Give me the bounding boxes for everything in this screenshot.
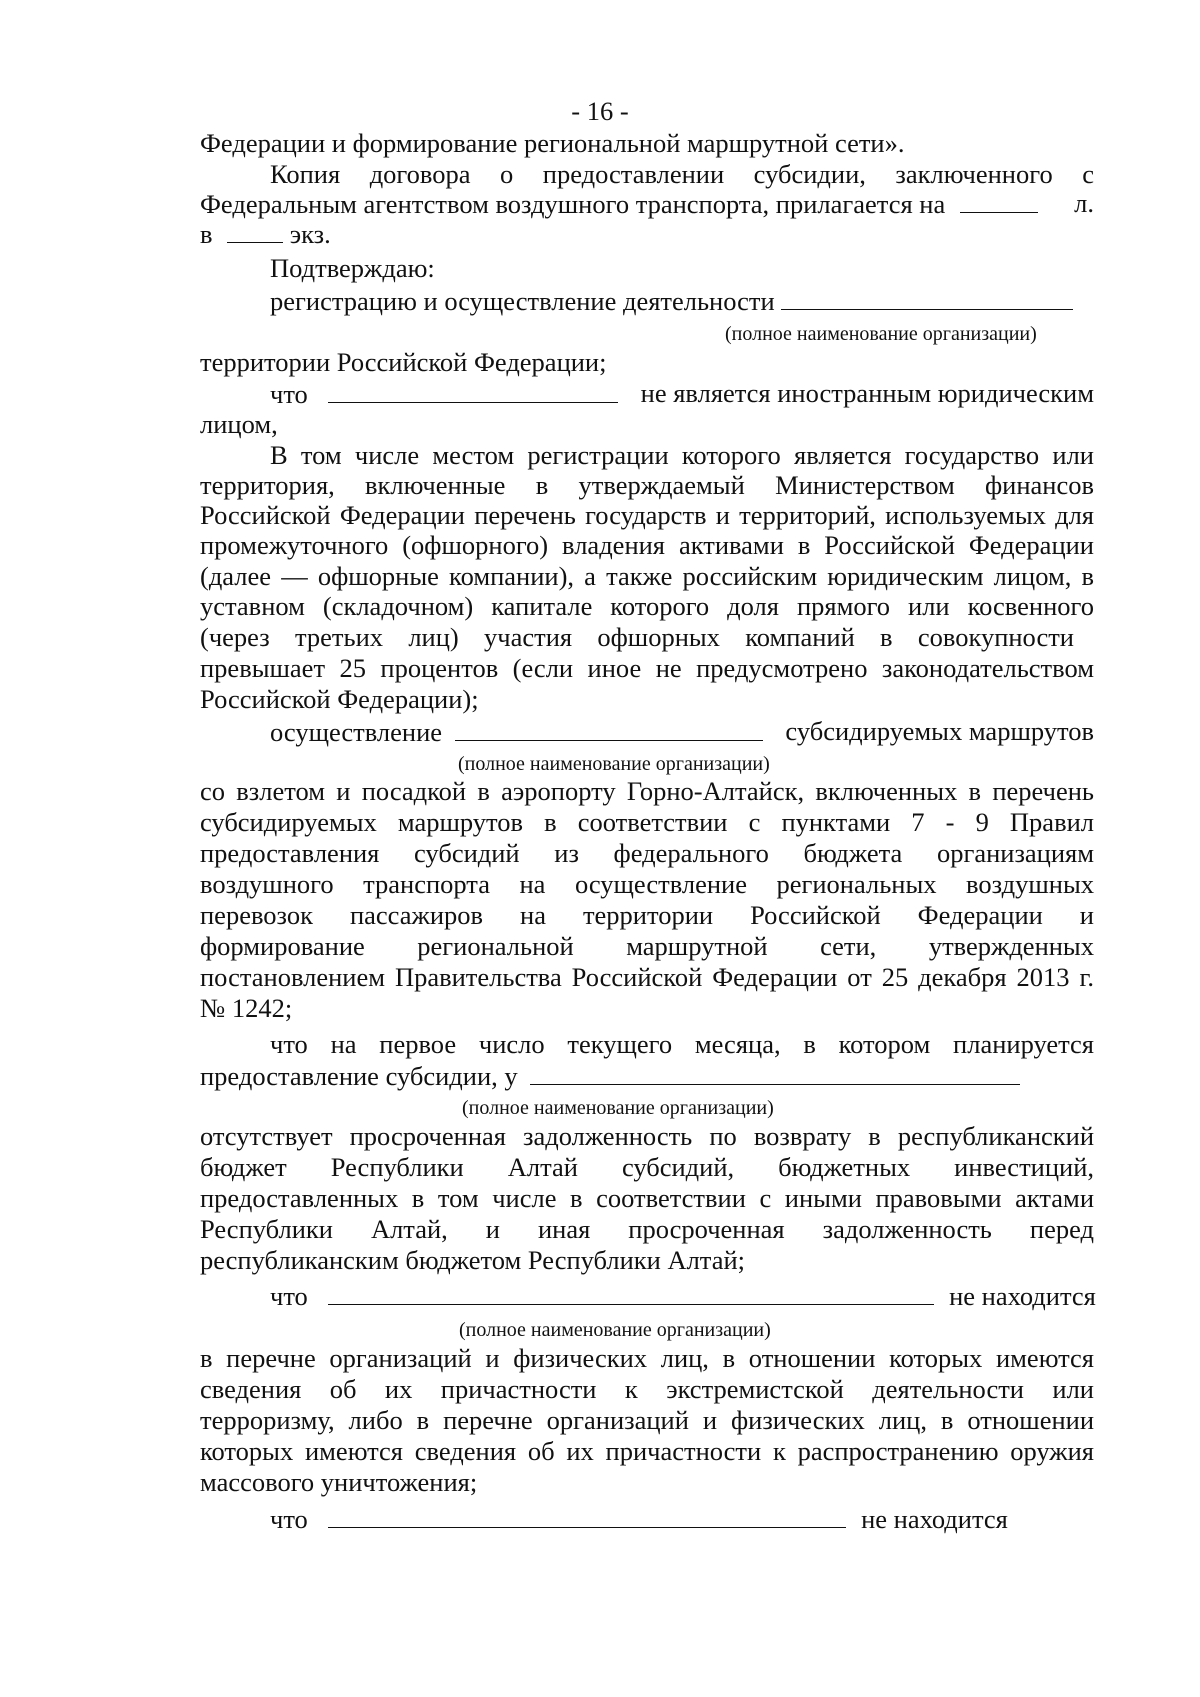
text-line: формирование региональной маршрутной сети, утвержденных [200,931,1094,961]
text-fragment: не является иностранным юридическим [640,378,1094,408]
fill-in-blank[interactable] [328,1503,846,1528]
text-line [270,285,1094,317]
fill-in-blank[interactable] [530,1060,1020,1085]
text-line: В том числе местом регистрации которого является государство или [270,440,1094,470]
fill-in-blank[interactable] [455,716,763,741]
fill-in-blank[interactable] [328,1280,934,1305]
text-line: Копия договора о предоставлении субсидии, заключенного с [270,159,1094,189]
text-line: которых имеются сведения об их причастности к распространению оружия [200,1436,1094,1466]
fill-in-blank[interactable] [328,378,618,403]
field-caption: (полное наименование организации) [458,753,770,775]
text-line [270,1280,1094,1312]
text-line: Федерации и формирование региональной маршрутной сети». [200,128,905,158]
text-line: предоставления субсидий из федерального бюджета организациям [200,838,1094,868]
text-line: терроризму, либо в перечне организаций и физических лиц, в отношении [200,1405,1094,1435]
text-line: промежуточного (офшорного) владения активами в Российской Федерации [200,530,1094,560]
text-line: сведения об их причастности к экстремистской деятельности или [200,1374,1094,1404]
text-line: со взлетом и посадкой в аэропорту Горно-Алтайск, включенных в перечень [200,776,1094,806]
text-fragment: регистрацию и осуществление деятельности [270,286,775,316]
text-fragment: л. [1074,188,1094,218]
text-line: что на первое число текущего месяца, в котором планируется [270,1029,1094,1059]
text-line: воздушного транспорта на осуществление региональных воздушных [200,869,1094,899]
text-line: Подтверждаю: [270,253,435,283]
text-line: лицом, [200,409,278,439]
text-line: превышает 25 процентов (если иное не предусмотрено законодательством [200,653,1094,683]
text-line: массового уничтожения; [200,1467,478,1497]
text-line: отсутствует просроченная задолженность по возврату в республиканский [200,1121,1094,1151]
text-line: № 1242; [200,993,293,1023]
text-fragment: предоставление субсидии, у [200,1061,518,1091]
text-line: Республики Алтай, и иная просроченная задолженность перед [200,1214,1094,1244]
text-fragment: субсидируемых маршрутов [785,716,1094,746]
text-line: Российской Федерации); [200,684,479,714]
text-fragment: что [270,1504,308,1534]
field-caption: (полное наименование организации) [459,1319,771,1341]
text-line: бюджет Республики Алтай субсидий, бюджетных инвестиций, [200,1152,1094,1182]
text-line: субсидируемых маршрутов в соответствии с пунктами 7 - 9 Правил [200,807,1094,837]
text-fragment: осуществление [270,717,443,747]
text-line: территория, включенные в утверждаемый Министерством финансов [200,470,1094,500]
field-caption: (полное наименование организации) [462,1097,774,1119]
text-line [270,716,1094,748]
text-line [270,378,1094,410]
text-fragment: экз. [289,219,331,249]
field-caption: (полное наименование организации) [725,323,1037,345]
text-line: (через третьих лиц) участия офшорных компаний в совокупности [200,622,1074,652]
text-line: в перечне организаций и физических лиц, в отношении которых имеются [200,1343,1094,1373]
text-line [200,218,1094,250]
fill-in-blank[interactable] [781,285,1073,310]
page-number: - 16 - [571,96,629,126]
text-fragment: что [270,1281,308,1311]
text-line: территории Российской Федерации; [200,347,607,377]
text-fragment: не находится [861,1504,1008,1534]
text-line: Российской Федерации перечень государств и территорий, используемых для [200,500,1094,530]
text-fragment: Федеральным агентством воздушного транспорта, прилагается на [200,189,946,219]
fill-in-blank[interactable] [227,218,283,243]
text-line: перевозок пассажиров на территории Российской Федерации и [200,900,1094,930]
text-line: (далее — офшорные компании), а также российским юридическим лицом, в [200,561,1094,591]
text-line: постановлением Правительства Российской Федерации от 25 декабря 2013 г. [200,962,1094,992]
text-line: республиканским бюджетом Республики Алтай; [200,1245,746,1275]
text-fragment: в [200,219,213,249]
text-line [270,1503,1094,1535]
text-line [200,188,1094,220]
text-line: уставном (складочном) капитале которого доля прямого или косвенного [200,591,1094,621]
fill-in-blank[interactable] [960,188,1038,213]
text-fragment: не находится [949,1281,1096,1311]
text-line [200,1060,1094,1092]
text-fragment: что [270,379,308,409]
text-line: предоставленных в том числе в соответствии с иными правовыми актами [200,1183,1094,1213]
